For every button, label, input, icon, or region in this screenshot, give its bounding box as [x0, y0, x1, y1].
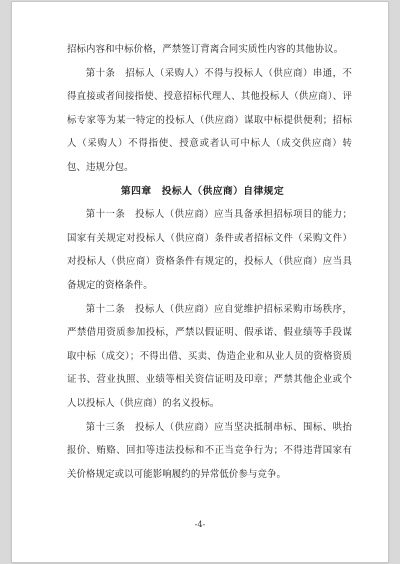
paragraph-article-12: 第十二条 投标人（供应商）应自觉维护招标采购市场秩序，严禁借用资质参加投标，严禁以假证明、假承诺、假业绩等手段谋取中标（成交）；不得出借、买卖、伪造企业和从业人员的资格资质证书、营业执照、业绩等相关资信证明及印章；严禁其他企业或个人以投标人（供应商）的名义投标。: [67, 303, 352, 409]
paragraph-article-13: 第十三条 投标人（供应商）应当坚决抵制串标、围标、哄抬报价、贿赂、回扣等违法投标和不正当竞争行为；不得违背国家有关价格规定或以可能影响履约的异常低价参与竞争。: [67, 421, 352, 480]
document-page: [12, 2, 388, 562]
page-number: -4-: [194, 520, 206, 529]
paragraph-contract-continuation: 招标内容和中标价格，严禁签订背离合同实质性内容的其他协议。: [67, 44, 344, 55]
paragraph-article-10: 第十条 招标人（采购人）不得与投标人（供应商）串通，不得直接或者间接指使、授意招标代理人、其他投标人（供应商）、评标专家等为某一特定的投标人（供应商）谋取中标提供便利；招标人（采购人）不得指使、授意或者认可中标人（成交供应商）转包、违规分包。: [67, 67, 352, 173]
chapter-heading: 第四章 投标人（供应商）自律规定: [120, 185, 285, 197]
paragraph-article-11: 第十一条 投标人（供应商）应当具备承担招标项目的能力；国家有关规定对投标人（供应商）条件或者招标文件（采购文件）对投标人（供应商）资格条件有规定的，投标人（供应商）应当具备规定的资格条件。: [67, 209, 352, 291]
